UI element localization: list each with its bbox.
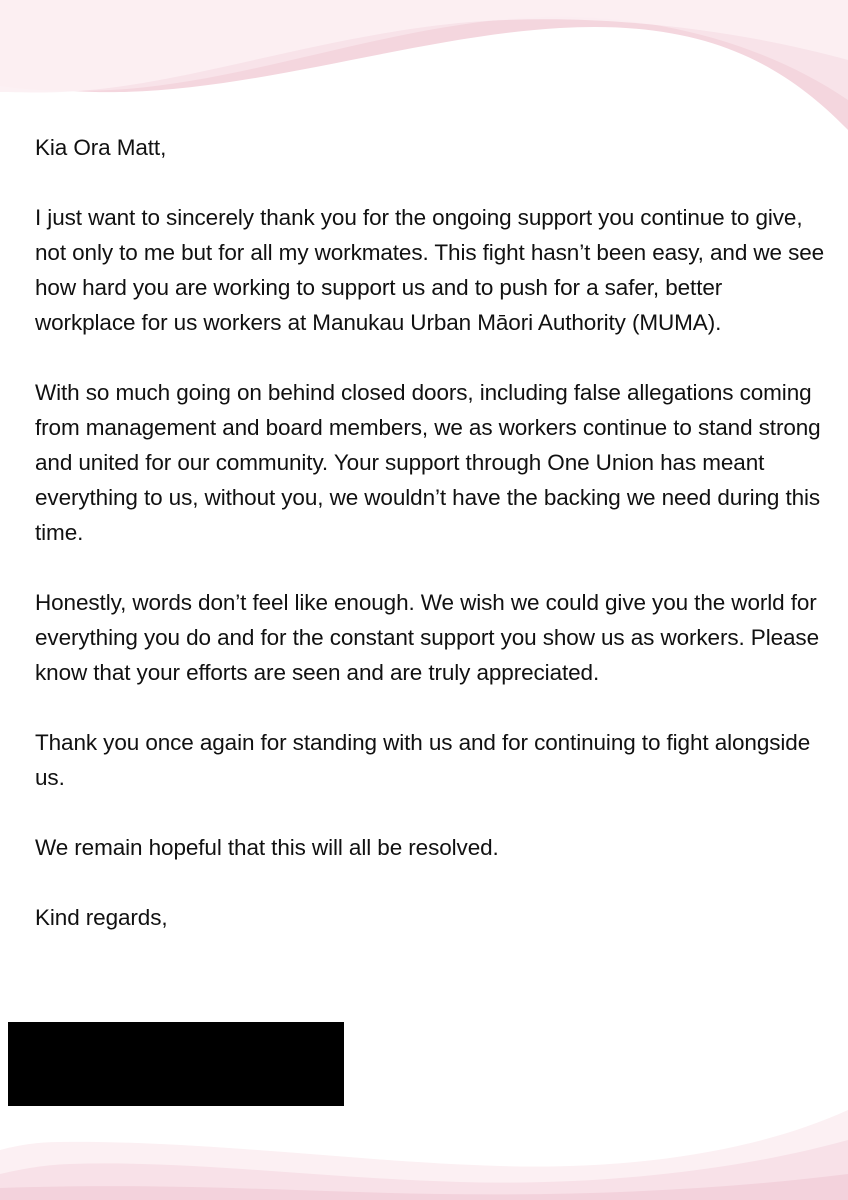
letter-paragraph: We remain hopeful that this will all be resolved. [35,835,499,860]
letter-paragraph: I just want to sincerely thank you for the ongoing support you continue to give, not only to me but for all my workmates. This fight hasn’t been easy, and we see how hard you are working to support us and to push for a safer, better workplace for us workers at Manukau Urban Māori Authority (MUMA). [35,205,825,335]
bottom-wave-decoration [0,1090,848,1200]
letter-closing: Kind regards, [35,905,168,930]
top-wave-decoration [0,0,848,140]
letter-paragraph: Honestly, words don’t feel like enough. We wish we could give you the world for everything you do and for the constant support you show us as workers. Please know that your efforts are seen and are truly appreciated. [35,590,819,685]
letter-greeting: Kia Ora Matt, [35,135,167,160]
letter-paragraph: With so much going on behind closed doors, including false allegations coming from management and board members, we as workers continue to stand strong and united for our community. Your support through One Union has meant everything to us, without you, we wouldn’t have the backing we need during this time. [35,380,821,545]
letter-body [35,130,825,935]
letter-paragraph: Thank you once again for standing with us and for continuing to fight alongside us. [35,730,811,790]
